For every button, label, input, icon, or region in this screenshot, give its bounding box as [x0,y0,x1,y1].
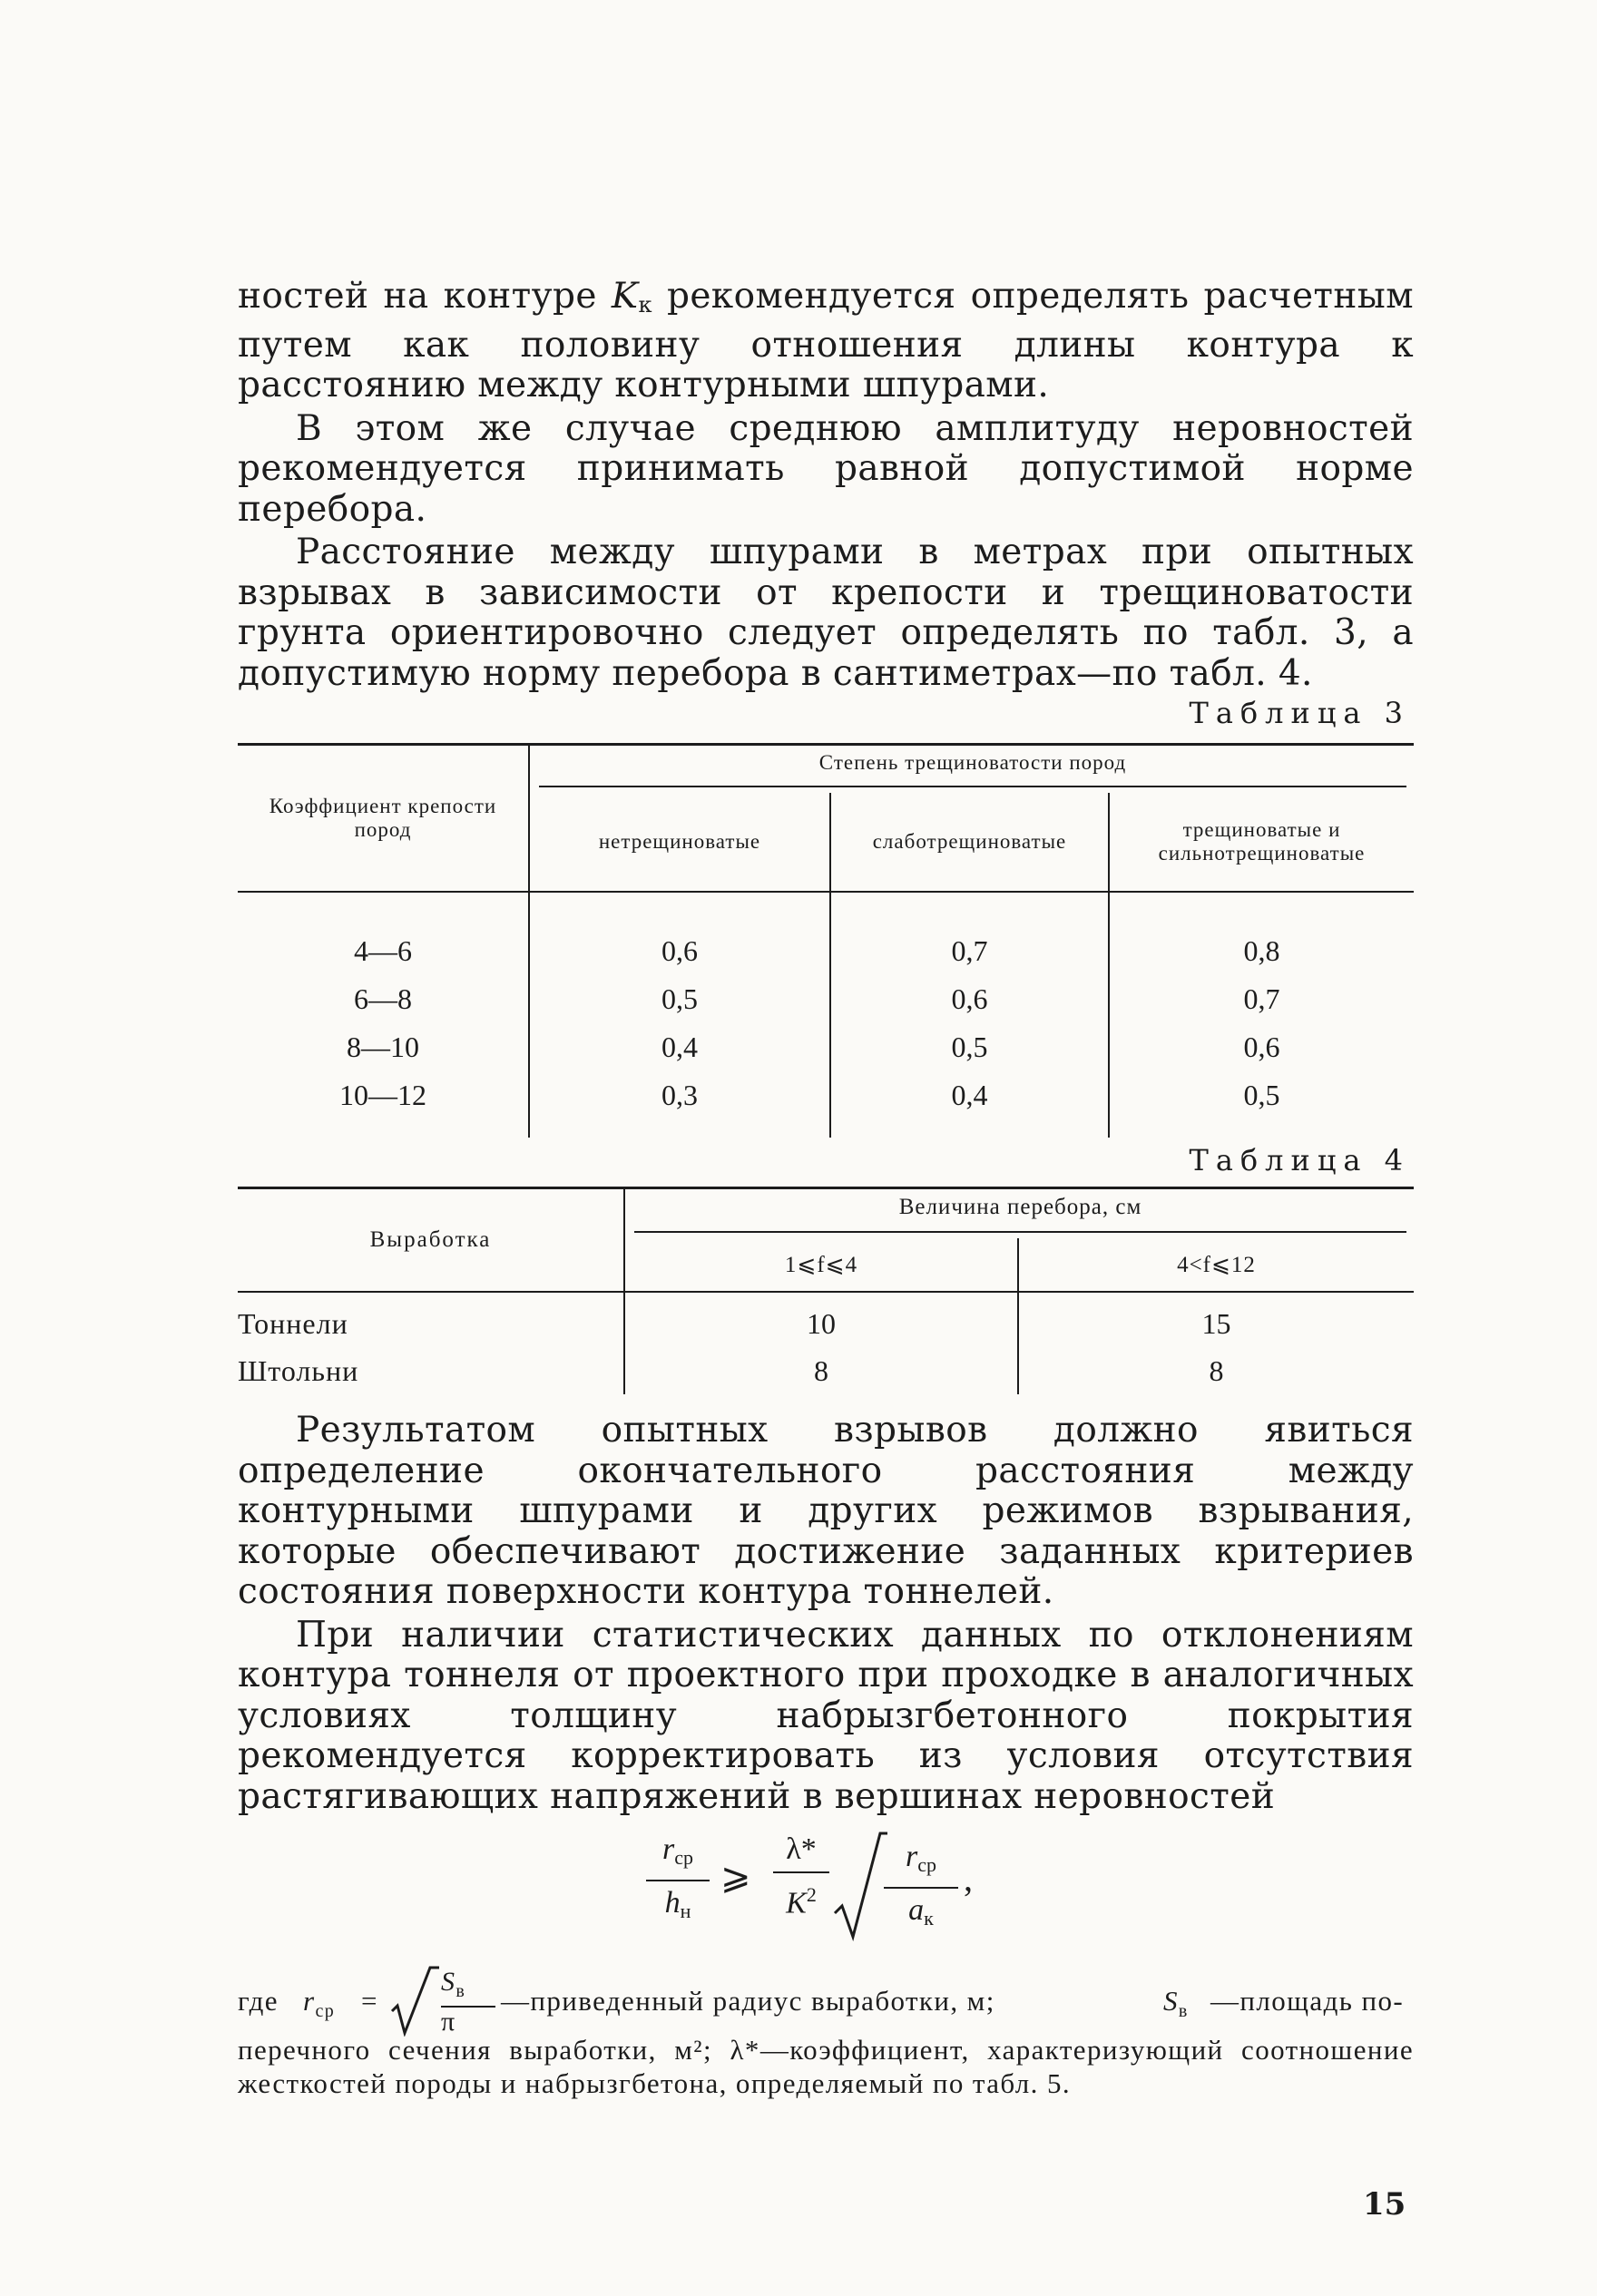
paragraph-3: Расстояние между шпурами в метрах при опытных взрывах в зависимости от крепости и трещиноватости грунта ориентировочно следует определять по табл. 3, а допустимую норму перебора в сантиметрах—по табл. 4. [238,532,1414,694]
table-cell: 4—6 [354,934,412,967]
page-number: 15 [1363,2186,1406,2223]
table-cell: 8 [624,1347,1018,1394]
paragraph-4: Результатом опытных взрывов должно явиться определение окончательного расстояния между контурными шпурами и других режимов взрывания, которые обеспечивают достижение заданных критериев состояния поверхности контура тоннелей. [238,1410,1414,1612]
table-cell: 0,3 [529,1071,830,1138]
table-cell: 0,5 [830,1023,1109,1071]
table-row [238,892,1414,975]
legend-first-line [238,1966,1414,2037]
page-content [238,277,1414,2100]
legend-r-symbol: $r_{ср}$ [303,1985,336,2022]
legend-where: где [238,1985,279,2017]
table-cell: 8—10 [347,1031,419,1063]
legend-text-1: —приведенный радиус выработки, м; [501,1985,995,2017]
table-3-caption: Таблица 3 [1189,696,1410,730]
table-3-col-header: слаботрещиноватые [830,793,1109,892]
table-3-col-header: трещиноватые и сильнотрещиноватые [1109,793,1414,892]
table-row [238,1292,1414,1347]
table-4-group-header: Величина перебора, см [624,1188,1414,1239]
table-cell: 0,4 [830,1071,1109,1138]
geq-sign: ⩾ [720,1856,751,1897]
table-cell: 0,5 [529,975,830,1023]
table-cell: 10—12 [339,1079,426,1111]
paragraph-2: В этом же случае среднюю амплитуду неровностей рекомендуется принимать равной допустимой норме перебора. [238,407,1414,530]
table-cell: 0,4 [529,1023,830,1071]
fraction-lambda-over-k2: λ* $K^2$ [773,1832,829,1921]
formula-comma: , [964,1858,973,1899]
table-cell: 10 [624,1292,1018,1347]
table-4 [238,1187,1414,1394]
table-cell: 0,6 [529,892,830,975]
table-3-col-header: нетрещиноватые [529,793,830,892]
table-cell: 0,5 [1109,1071,1414,1138]
table-4-stub-header: Выработка [238,1188,624,1293]
table-cell: Штольни [238,1353,359,1387]
legend-equals: = [361,1985,378,2017]
table-row [238,1023,1414,1071]
inequality-formula [238,1830,1414,1966]
table-row [238,1071,1414,1138]
table-row [238,1347,1414,1394]
sqrt-sign-icon [390,1964,439,2037]
table-cell: 6—8 [354,982,412,1015]
sqrt-sign-icon [833,1830,887,1948]
table-4-col-header: 4<f⩽12 [1018,1238,1414,1292]
legend-s-symbol: $S_в$ [1163,1985,1189,2022]
table-4-caption: Таблица 4 [1189,1143,1410,1177]
legend-fraction: $S_в$ π [441,1968,495,2037]
table-cell: 0,6 [1109,1023,1414,1071]
table-cell: 0,6 [830,975,1109,1023]
legend-text-3: перечного сечения выработки, м²; λ*—коэффициент, характеризующий соотношение жесткостей породы и набрызгбетона, определяемый по табл. 5. [238,2034,1414,2099]
table-cell: 8 [1018,1347,1414,1394]
paragraph-5: При наличии статистических данных по отклонениям контура тоннеля от проектного при проходке в аналогичных условиях толщину набрызгбетонного покрытия рекомендуется корректировать из условия отсутствия растягивающих напряжений в вершинах неровностей [238,1614,1414,1817]
table-cell: 0,7 [830,892,1109,975]
legend-text-2: —площадь по- [1210,1985,1405,2017]
table-cell: 15 [1018,1292,1414,1347]
table-3 [238,743,1414,1138]
table-cell: 0,7 [1109,975,1414,1023]
fraction-r-over-h: $r_{ср}$ $h_н$ [646,1832,710,1930]
table-3-group-header: Степень трещиноватости пород [529,745,1414,794]
table-cell: Тоннели [238,1306,348,1340]
table-row [238,975,1414,1023]
paragraph-1: ностей на контуре $K_к$ рекомендуется определять расчетным путем как половину отношения длины контура к расстоянию между контурными шпурами. [238,276,1414,405]
table-cell: 0,8 [1109,892,1414,975]
fraction-r-over-a: $r_{ср}$ $a_к$ [884,1839,958,1937]
table-3-stub-header: Коэффициент крепости пород [238,745,529,893]
table-4-col-header: 1⩽f⩽4 [624,1238,1018,1292]
